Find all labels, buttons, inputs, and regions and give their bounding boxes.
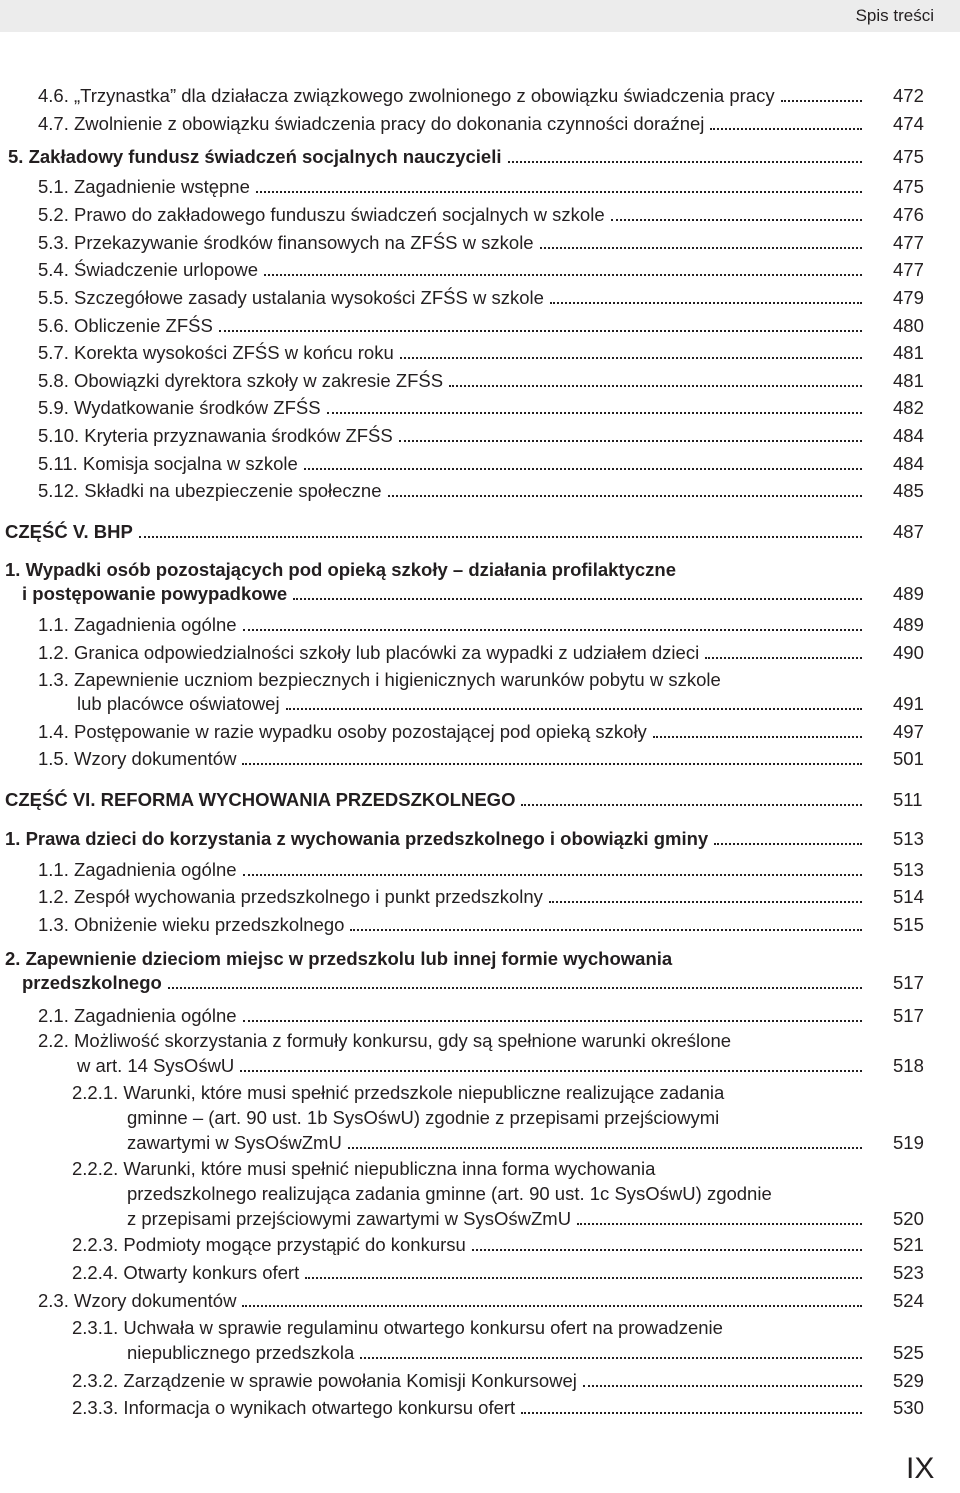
toc-entry-title: 2.3.3. Informacja o wynikach otwartego konkursu ofert <box>72 1397 516 1418</box>
toc-entry-title: niepublicznego przedszkola <box>127 1342 355 1363</box>
toc-entry-page-number: 514 <box>893 886 924 907</box>
dot-leader <box>327 412 862 414</box>
toc-entry-line <box>72 1369 862 1393</box>
dot-leader <box>350 929 862 931</box>
toc-entry-title: CZĘŚĆ VI. REFORMA WYCHOWANIA PRZEDSZKOLNEGO <box>5 789 516 810</box>
toc-entry-page-number: 489 <box>893 583 924 604</box>
toc-entry-page-number: 515 <box>893 914 924 935</box>
toc-entry-page-number: 489 <box>893 614 924 635</box>
dot-leader <box>583 1385 862 1387</box>
toc-entry-page-number: 491 <box>893 693 924 714</box>
toc-entry-line <box>38 885 862 909</box>
toc-entry-line <box>5 520 862 544</box>
toc-entry-page-number: 518 <box>893 1055 924 1076</box>
toc-entry-title: 1.4. Postępowanie w razie wypadku osoby pozostającej pod opieką szkoły <box>38 721 647 742</box>
toc-entry-title: 5.1. Zagadnienie wstępne <box>38 176 250 197</box>
toc-entry-line <box>38 258 862 282</box>
dot-leader <box>305 1277 862 1279</box>
toc-entry-title: 5.12. Składki na ubezpieczenie społeczne <box>38 480 382 501</box>
toc-entry-title: przedszkolnego <box>22 972 162 993</box>
toc-entry-page-number: 521 <box>893 1234 924 1255</box>
toc-entry-title: 5.9. Wydatkowanie środków ZFŚS <box>38 397 321 418</box>
toc-entry-title: 5.6. Obliczenie ZFŚS <box>38 315 213 336</box>
toc-entry-title: 1.2. Granica odpowiedzialności szkoły lub placówki za wypadki z udziałem dzieci <box>38 642 700 663</box>
toc-entry-line <box>72 1233 862 1257</box>
dot-leader <box>168 987 862 989</box>
dot-leader <box>286 708 862 710</box>
toc-entry-page-number: 524 <box>893 1290 924 1311</box>
dot-leader <box>508 161 863 163</box>
toc-entry-line: 2. Zapewnienie dzieciom miejsc w przedszkolu lub innej formie wychowania <box>5 948 673 969</box>
toc-entry-page-number: 487 <box>893 521 924 542</box>
toc-entry-page-number: 480 <box>893 315 924 336</box>
running-header-title: Spis treści <box>855 6 934 25</box>
toc-entry-line <box>8 145 862 169</box>
toc-entry-page-number: 530 <box>893 1397 924 1418</box>
toc-entry-page-number: 501 <box>893 748 924 769</box>
toc-entry-title: zawartymi w SysOśwZmU <box>127 1132 342 1153</box>
toc-entry-title: 5.11. Komisja socjalna w szkole <box>38 453 298 474</box>
toc-entry-page-number: 517 <box>893 1005 924 1026</box>
toc-entry-line <box>38 747 862 771</box>
toc-entry-line <box>38 641 862 665</box>
toc-entry-page-number: 523 <box>893 1262 924 1283</box>
toc-entry-page-number: 481 <box>893 370 924 391</box>
toc-entry-title: 1.2. Zespół wychowania przedszkolnego i punkt przedszkolny <box>38 886 543 907</box>
dot-leader <box>242 763 862 765</box>
dot-leader <box>449 385 862 387</box>
toc-entry-line <box>38 913 862 937</box>
toc-entry-line <box>38 1289 862 1313</box>
toc-entry-line <box>38 1004 862 1028</box>
dot-leader <box>388 495 862 497</box>
toc-entry-page-number: 519 <box>893 1132 924 1153</box>
toc-entry-line <box>22 582 862 606</box>
toc-entry-title: 2.2.4. Otwarty konkurs ofert <box>72 1262 300 1283</box>
toc-entry-page-number: 517 <box>893 972 924 993</box>
toc-entry-line <box>38 112 862 136</box>
toc-entry-page-number: 481 <box>893 342 924 363</box>
toc-entry-line: 1. Wypadki osób pozostających pod opieką szkoły – działania profilaktyczne <box>5 559 676 580</box>
toc-entry-title: 5.2. Prawo do zakładowego funduszu świadczeń socjalnych w szkole <box>38 204 605 225</box>
toc-entry-line <box>72 1261 862 1285</box>
dot-leader <box>399 440 862 442</box>
dot-leader <box>139 536 862 538</box>
dot-leader <box>304 468 862 470</box>
toc-entry-page-number: 520 <box>893 1208 924 1229</box>
toc-entry-line: 2.2.2. Warunki, które musi spełnić niepubliczna inna forma wychowania <box>72 1158 656 1179</box>
toc-entry-page-number: 479 <box>893 287 924 308</box>
dot-leader <box>714 843 862 845</box>
toc-entry-page-number: 484 <box>893 453 924 474</box>
toc-entry-line <box>38 720 862 744</box>
toc-entry-title: 1.3. Obniżenie wieku przedszkolnego <box>38 914 345 935</box>
toc-entry-line <box>38 479 862 503</box>
dot-leader <box>293 598 862 600</box>
toc-entry-title: 4.7. Zwolnienie z obowiązku świadczenia pracy do dokonania czynności doraźnej <box>38 113 705 134</box>
toc-entry-page-number: 513 <box>893 828 924 849</box>
toc-entry-title: 5.5. Szczegółowe zasady ustalania wysokości ZFŚS w szkole <box>38 287 544 308</box>
toc-entry-page-number: 475 <box>893 176 924 197</box>
toc-entry-title: 5. Zakładowy fundusz świadczeń socjalnych nauczycieli <box>8 146 502 167</box>
toc-entry-page-number: 490 <box>893 642 924 663</box>
dot-leader <box>549 901 862 903</box>
dot-leader <box>256 191 862 193</box>
dot-leader <box>611 219 862 221</box>
dot-leader <box>243 874 862 876</box>
toc-entry-line: 2.3.1. Uchwała w sprawie regulaminu otwartego konkursu ofert na prowadzenie <box>72 1317 723 1338</box>
dot-leader <box>264 274 862 276</box>
toc-entry-title: CZĘŚĆ V. BHP <box>5 521 133 542</box>
toc-entry-title: 5.8. Obowiązki dyrektora szkoły w zakresie ZFŚS <box>38 370 444 391</box>
toc-entry-page-number: 477 <box>893 259 924 280</box>
page-folio: IX <box>906 1452 935 1485</box>
toc-entry-line: 2.2. Możliwość skorzystania z formuły konkursu, gdy są spełnione warunki określone <box>38 1030 732 1051</box>
toc-entry-title: 2.2.3. Podmioty mogące przystąpić do konkursu <box>72 1234 466 1255</box>
dot-leader <box>521 804 862 806</box>
toc-entry-page-number: 482 <box>893 397 924 418</box>
toc-entry-line: gminne – (art. 90 ust. 1b SysOśwU) zgodnie z przepisami przejściowymi <box>127 1107 720 1128</box>
toc-entry-title: 2.1. Zagadnienia ogólne <box>38 1005 237 1026</box>
dot-leader <box>705 657 862 659</box>
toc-entry-line: 1.3. Zapewnienie uczniom bezpiecznych i higienicznych warunków pobytu w szkole <box>38 669 721 690</box>
dot-leader <box>400 357 862 359</box>
dot-leader <box>710 128 862 130</box>
dot-leader <box>348 1147 862 1149</box>
toc-entry-title: 5.3. Przekazywanie środków finansowych na ZFŚS w szkole <box>38 232 534 253</box>
toc-entry-title: 2.3. Wzory dokumentów <box>38 1290 237 1311</box>
toc-entry-line <box>38 314 862 338</box>
toc-entry-line <box>22 971 862 995</box>
toc-entry-line <box>38 858 862 882</box>
toc-entry-page-number: 477 <box>893 232 924 253</box>
dot-leader <box>781 100 862 102</box>
toc-entry-title: 5.7. Korekta wysokości ZFŚS w końcu roku <box>38 342 394 363</box>
toc-entry-line <box>5 827 862 851</box>
toc-entry-page-number: 529 <box>893 1370 924 1391</box>
toc-entry-title: 1.1. Zagadnienia ogólne <box>38 614 237 635</box>
toc-entry-line <box>38 84 862 108</box>
toc-entry-title: i postępowanie powypadkowe <box>22 583 288 604</box>
dot-leader <box>242 1305 862 1307</box>
toc-entry-page-number: 484 <box>893 425 924 446</box>
toc-entry-page-number: 475 <box>893 146 924 167</box>
toc-entry-title: 2.3.2. Zarządzenie w sprawie powołania Komisji Konkursowej <box>72 1370 577 1391</box>
dot-leader <box>550 302 862 304</box>
dot-leader <box>577 1223 862 1225</box>
dot-leader <box>360 1357 862 1359</box>
toc-entry-line <box>72 1396 862 1420</box>
dot-leader <box>472 1249 862 1251</box>
dot-leader <box>219 330 862 332</box>
toc-entry-title: 5.4. Świadczenie urlopowe <box>38 259 259 280</box>
toc-entry-title: 4.6. „Trzynastka” dla działacza związkowego zwolnionego z obowiązku świadczenia pracy <box>38 85 775 106</box>
toc-entry-line <box>127 1207 862 1231</box>
toc-entry-page-number: 525 <box>893 1342 924 1363</box>
toc-entry-page-number: 472 <box>893 85 924 106</box>
toc-entry-line <box>38 203 862 227</box>
toc-entry-title: 1. Prawa dzieci do korzystania z wychowania przedszkolnego i obowiązki gminy <box>5 828 709 849</box>
toc-entry-page-number: 511 <box>893 789 923 810</box>
toc-entry-line <box>5 788 862 812</box>
toc-entry-line <box>38 231 862 255</box>
toc-entry-page-number: 497 <box>893 721 924 742</box>
toc-entry-title: w art. 14 SysOśwU <box>77 1055 235 1076</box>
toc-entry-title: z przepisami przejściowymi zawartymi w SysOśwZmU <box>127 1208 572 1229</box>
toc-entry-title: lub placówce oświatowej <box>77 693 280 714</box>
toc-entry-page-number: 474 <box>893 113 924 134</box>
toc-entry-line <box>38 286 862 310</box>
toc-entry-line <box>127 1341 862 1365</box>
toc-entry-line <box>77 692 862 716</box>
toc-entry-title: 5.10. Kryteria przyznawania środków ZFŚS <box>38 425 393 446</box>
toc-entry-line <box>38 396 862 420</box>
toc-entry-title: 1.5. Wzory dokumentów <box>38 748 237 769</box>
dot-leader <box>243 629 862 631</box>
toc-entry-page-number: 513 <box>893 859 924 880</box>
dot-leader <box>521 1412 862 1414</box>
toc-entry-line <box>38 424 862 448</box>
dot-leader <box>540 247 862 249</box>
toc-entry-page-number: 485 <box>893 480 924 501</box>
dot-leader <box>653 736 862 738</box>
toc-entry-title: 1.1. Zagadnienia ogólne <box>38 859 237 880</box>
toc-entry-line <box>38 369 862 393</box>
toc-entry-line <box>38 175 862 199</box>
toc-entry-line <box>127 1131 862 1155</box>
toc-entry-line <box>38 341 862 365</box>
dot-leader <box>243 1020 862 1022</box>
toc-entry-line <box>77 1054 862 1078</box>
toc-entry-line: 2.2.1. Warunki, które musi spełnić przedszkole niepubliczne realizujące zadania <box>72 1082 725 1103</box>
toc-entry-line: przedszkolnego realizująca zadania gminne (art. 90 ust. 1c SysOśwU) zgodnie <box>127 1183 772 1204</box>
dot-leader <box>240 1070 862 1072</box>
toc-entry-line <box>38 613 862 637</box>
toc-entry-page-number: 476 <box>893 204 924 225</box>
toc-entry-line <box>38 452 862 476</box>
